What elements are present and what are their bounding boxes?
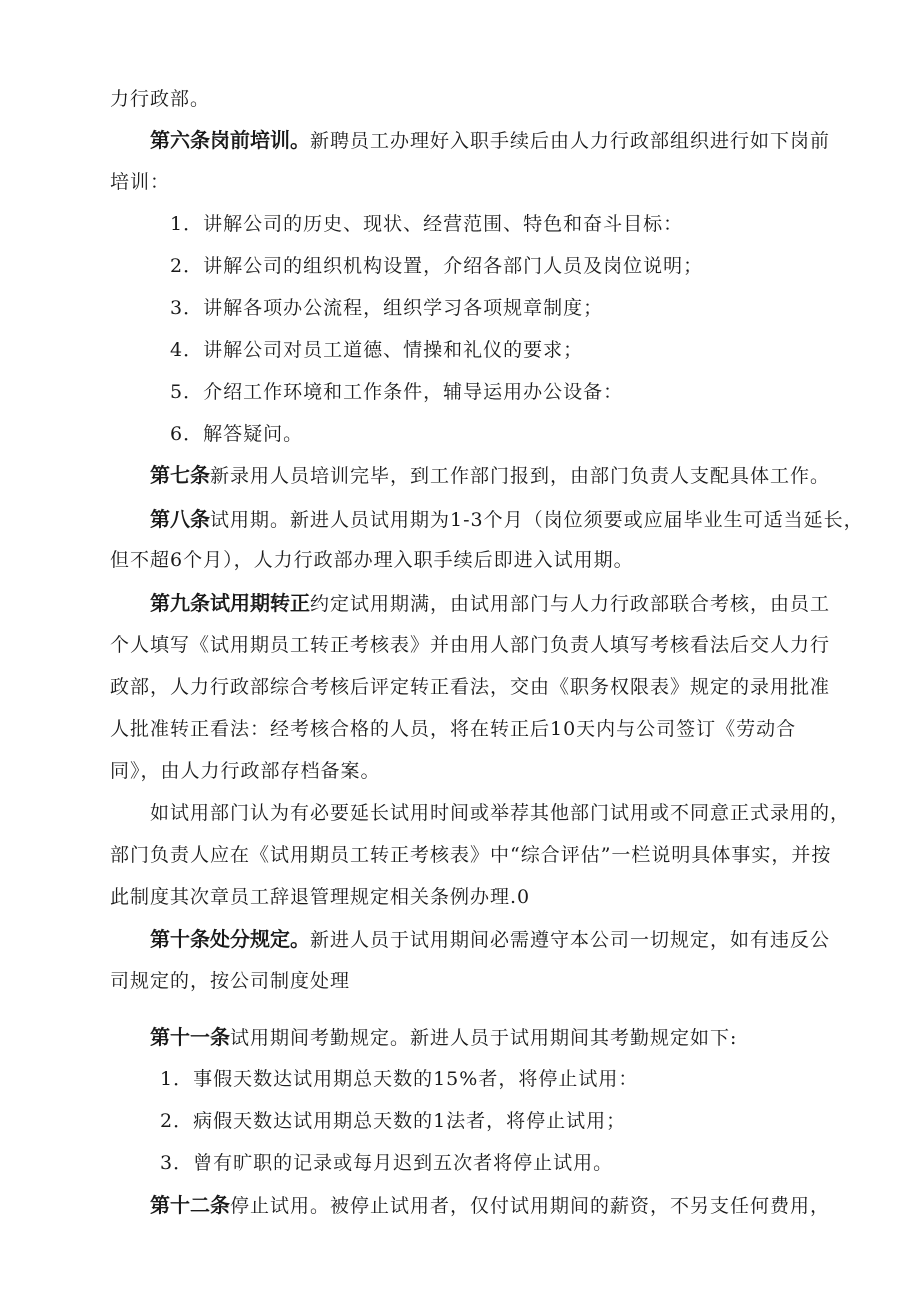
article-10-line-2: 司规定的，按公司制度处理 (110, 970, 351, 992)
article-11-item-1: 1．事假天数达试用期总天数的15%者，将停止试用： (160, 1068, 639, 1090)
article-6-item-6: 6．解答疑问。 (170, 423, 304, 445)
article-9-line-1 (150, 590, 830, 617)
article-6-text-1: 新聘员工办理好入职手续后由人力行政部组织进行如下岗前 (310, 130, 831, 152)
article-11-line-1 (150, 1024, 737, 1051)
article-6-item-1: 1．讲解公司的历史、现状、经营范围、特色和奋斗目标： (170, 213, 684, 235)
article-6-line-1 (150, 127, 830, 154)
article-9-line-2: 个人填写《试用期员工转正考核表》并由用人部门负责人填写考核看法后交人力行 (110, 634, 831, 656)
article-8-line-1 (150, 506, 864, 533)
article-8-text-1: 试用期。新进人员试用期为1-3个月（岗位须要或应届毕业生可适当延长， (210, 509, 864, 531)
article-8-heading: 第八条 (150, 507, 210, 531)
article-11-text-1: 试用期间考勤规定。新进人员于试用期间其考勤规定如下: (230, 1027, 738, 1049)
article-11-item-3: 3．曾有旷职的记录或每月迟到五次者将停止试用。 (160, 1152, 614, 1174)
article-11-heading: 第十一条 (150, 1025, 230, 1049)
article-6-item-2: 2．讲解公司的组织机构设置，介绍各部门人员及岗位说明； (170, 255, 704, 277)
article-9-line-4: 人批准转正看法：经考核合格的人员，将在转正后10天内与公司签订《劳动合 (110, 718, 797, 740)
article-10-text-1: 新进人员于试用期间必需遵守本公司一切规定，如有违反公 (310, 929, 831, 951)
article-10-heading: 第十条处分规定。 (150, 927, 310, 951)
article-8-line-2: 但不超6个月），人力行政部办理入职手续后即进入试用期。 (110, 549, 634, 571)
article-9-para-2-line-2: 部门负责人应在《试用期员工转正考核表》中“综合评估”一栏说明具体事实，并按 (110, 844, 832, 866)
article-12-heading: 第十二条 (150, 1193, 230, 1217)
article-9-para-2-line-1: 如试用部门认为有必要延长试用时间或举荐其他部门试用或不同意正式录用的， (150, 802, 851, 824)
article-9-heading: 第九条试用期转正 (150, 591, 310, 615)
article-6-item-3: 3．讲解各项办公流程，组织学习各项规章制度； (170, 297, 604, 319)
intro-tail-line: 力行政部。 (110, 88, 211, 110)
article-6-item-5: 5．介绍工作环境和工作条件，辅导运用办公设备： (170, 381, 624, 403)
article-9-para-2-line-3: 此制度其次章员工辞退管理规定相关条例办理.0 (110, 886, 531, 908)
article-10-line-1 (150, 926, 830, 953)
article-6-line-2: 培训： (110, 171, 171, 193)
article-12-text-1: 停止试用。被停止试用者，仅付试用期间的薪资，不另支任何费用， (230, 1195, 831, 1217)
article-7-line-1 (150, 462, 830, 489)
article-9-text-1: 约定试用期满，由试用部门与人力行政部联合考核，由员工 (310, 593, 831, 615)
article-7-heading: 第七条 (150, 463, 210, 487)
article-11-item-2: 2．病假天数达试用期总天数的1法者，将停止试用； (160, 1110, 627, 1132)
article-6-item-4: 4．讲解公司对员工道德、情操和礼仪的要求； (170, 339, 584, 361)
article-9-line-3: 政部，人力行政部综合考核后评定转正看法，交由《职务权限表》规定的录用批准 (110, 676, 831, 698)
article-6-heading: 第六条岗前培训。 (150, 128, 310, 152)
article-9-line-5: 同》，由人力行政部存档备案。 (110, 760, 381, 782)
article-12-line-1 (150, 1192, 830, 1219)
article-7-text-1: 新录用人员培训完毕，到工作部门报到，由部门负责人支配具体工作。 (210, 465, 831, 487)
